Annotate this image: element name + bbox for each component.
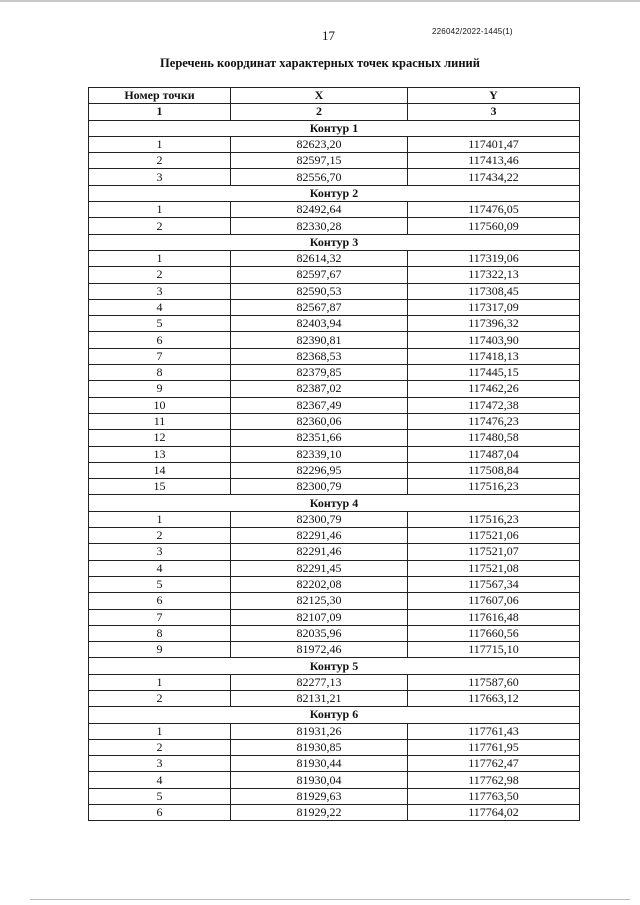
y-coordinate-cell: 117508,84 bbox=[408, 462, 580, 478]
y-coordinate-cell: 117476,05 bbox=[408, 202, 580, 218]
x-coordinate-cell: 82614,32 bbox=[231, 250, 408, 266]
table-row bbox=[89, 136, 580, 152]
y-coordinate-cell: 117567,34 bbox=[408, 576, 580, 592]
y-coordinate-cell: 117401,47 bbox=[408, 136, 580, 152]
column-number: 3 bbox=[408, 104, 580, 120]
table-row bbox=[89, 365, 580, 381]
x-coordinate-cell: 82351,66 bbox=[231, 430, 408, 446]
table-row bbox=[89, 788, 580, 804]
x-coordinate-cell: 82367,49 bbox=[231, 397, 408, 413]
table-row bbox=[89, 381, 580, 397]
contour-name: Контур 2 bbox=[89, 185, 580, 201]
x-coordinate-cell: 82360,06 bbox=[231, 413, 408, 429]
x-coordinate-cell: 82291,45 bbox=[231, 560, 408, 576]
column-number-row bbox=[89, 104, 580, 120]
y-coordinate-cell: 117607,06 bbox=[408, 593, 580, 609]
x-coordinate-cell: 82291,46 bbox=[231, 544, 408, 560]
x-coordinate-cell: 82202,08 bbox=[231, 576, 408, 592]
y-coordinate-cell: 117472,38 bbox=[408, 397, 580, 413]
contour-name: Контур 6 bbox=[89, 707, 580, 723]
contour-name: Контур 4 bbox=[89, 495, 580, 511]
coordinates-table bbox=[88, 87, 580, 821]
point-number-cell: 3 bbox=[89, 544, 231, 560]
point-number-cell: 2 bbox=[89, 528, 231, 544]
y-coordinate-cell: 117418,13 bbox=[408, 348, 580, 364]
y-coordinate-cell: 117761,43 bbox=[408, 723, 580, 739]
table-row bbox=[89, 756, 580, 772]
contour-header-row bbox=[89, 658, 580, 674]
y-coordinate-cell: 117476,23 bbox=[408, 413, 580, 429]
x-coordinate-cell: 82125,30 bbox=[231, 593, 408, 609]
point-number-cell: 1 bbox=[89, 250, 231, 266]
point-number-cell: 5 bbox=[89, 576, 231, 592]
table-row bbox=[89, 413, 580, 429]
table-row bbox=[89, 153, 580, 169]
point-number-cell: 6 bbox=[89, 593, 231, 609]
y-coordinate-cell: 117762,98 bbox=[408, 772, 580, 788]
point-number-cell: 2 bbox=[89, 739, 231, 755]
point-number-cell: 9 bbox=[89, 642, 231, 658]
y-coordinate-cell: 117413,46 bbox=[408, 153, 580, 169]
point-number-cell: 7 bbox=[89, 609, 231, 625]
table-row bbox=[89, 348, 580, 364]
contour-header-row bbox=[89, 185, 580, 201]
table-row bbox=[89, 218, 580, 234]
y-coordinate-cell: 117403,90 bbox=[408, 332, 580, 348]
y-coordinate-cell: 117319,06 bbox=[408, 250, 580, 266]
contour-header-row bbox=[89, 120, 580, 136]
y-coordinate-cell: 117663,12 bbox=[408, 690, 580, 706]
point-number-cell: 2 bbox=[89, 153, 231, 169]
header-row bbox=[89, 88, 580, 104]
point-number-cell: 10 bbox=[89, 397, 231, 413]
point-number-cell: 8 bbox=[89, 365, 231, 381]
y-coordinate-cell: 117521,07 bbox=[408, 544, 580, 560]
y-coordinate-cell: 117521,06 bbox=[408, 528, 580, 544]
table-row bbox=[89, 299, 580, 315]
column-number: 1 bbox=[89, 104, 231, 120]
contour-name: Контур 3 bbox=[89, 234, 580, 250]
point-number-cell: 4 bbox=[89, 299, 231, 315]
x-coordinate-cell: 81930,04 bbox=[231, 772, 408, 788]
x-coordinate-cell: 82556,70 bbox=[231, 169, 408, 185]
table-row bbox=[89, 332, 580, 348]
header-x: X bbox=[231, 88, 408, 104]
point-number-cell: 3 bbox=[89, 756, 231, 772]
x-coordinate-cell: 82623,20 bbox=[231, 136, 408, 152]
table-row bbox=[89, 446, 580, 462]
x-coordinate-cell: 81929,63 bbox=[231, 788, 408, 804]
point-number-cell: 14 bbox=[89, 462, 231, 478]
table-row bbox=[89, 642, 580, 658]
x-coordinate-cell: 82339,10 bbox=[231, 446, 408, 462]
table-row bbox=[89, 593, 580, 609]
y-coordinate-cell: 117434,22 bbox=[408, 169, 580, 185]
top-scan-edge bbox=[0, 0, 640, 2]
y-coordinate-cell: 117487,04 bbox=[408, 446, 580, 462]
x-coordinate-cell: 82597,67 bbox=[231, 267, 408, 283]
column-number: 2 bbox=[231, 104, 408, 120]
table-row bbox=[89, 576, 580, 592]
contour-name: Контур 1 bbox=[89, 120, 580, 136]
y-coordinate-cell: 117462,26 bbox=[408, 381, 580, 397]
y-coordinate-cell: 117616,48 bbox=[408, 609, 580, 625]
point-number-cell: 3 bbox=[89, 283, 231, 299]
table-row bbox=[89, 511, 580, 527]
point-number-cell: 5 bbox=[89, 788, 231, 804]
table-row bbox=[89, 250, 580, 266]
point-number-cell: 7 bbox=[89, 348, 231, 364]
point-number-cell: 5 bbox=[89, 316, 231, 332]
contour-header-row bbox=[89, 707, 580, 723]
table-row bbox=[89, 625, 580, 641]
table-row bbox=[89, 462, 580, 478]
x-coordinate-cell: 82107,09 bbox=[231, 609, 408, 625]
point-number-cell: 9 bbox=[89, 381, 231, 397]
x-coordinate-cell: 82387,02 bbox=[231, 381, 408, 397]
y-coordinate-cell: 117660,56 bbox=[408, 625, 580, 641]
x-coordinate-cell: 82035,96 bbox=[231, 625, 408, 641]
point-number-cell: 2 bbox=[89, 690, 231, 706]
header-point-number: Номер точки bbox=[89, 88, 231, 104]
y-coordinate-cell: 117763,50 bbox=[408, 788, 580, 804]
y-coordinate-cell: 117587,60 bbox=[408, 674, 580, 690]
x-coordinate-cell: 82277,13 bbox=[231, 674, 408, 690]
y-coordinate-cell: 117516,23 bbox=[408, 511, 580, 527]
table-row bbox=[89, 772, 580, 788]
x-coordinate-cell: 81930,44 bbox=[231, 756, 408, 772]
x-coordinate-cell: 82492,64 bbox=[231, 202, 408, 218]
point-number-cell: 1 bbox=[89, 136, 231, 152]
point-number-cell: 1 bbox=[89, 202, 231, 218]
header-y: Y bbox=[408, 88, 580, 104]
table-row bbox=[89, 479, 580, 495]
x-coordinate-cell: 82300,79 bbox=[231, 479, 408, 495]
point-number-cell: 3 bbox=[89, 169, 231, 185]
y-coordinate-cell: 117516,23 bbox=[408, 479, 580, 495]
table-row bbox=[89, 202, 580, 218]
x-coordinate-cell: 82368,53 bbox=[231, 348, 408, 364]
point-number-cell: 1 bbox=[89, 674, 231, 690]
x-coordinate-cell: 82590,53 bbox=[231, 283, 408, 299]
y-coordinate-cell: 117762,47 bbox=[408, 756, 580, 772]
point-number-cell: 13 bbox=[89, 446, 231, 462]
y-coordinate-cell: 117480,58 bbox=[408, 430, 580, 446]
y-coordinate-cell: 117560,09 bbox=[408, 218, 580, 234]
bottom-scan-edge bbox=[30, 899, 630, 900]
table-row bbox=[89, 267, 580, 283]
table-row bbox=[89, 283, 580, 299]
point-number-cell: 11 bbox=[89, 413, 231, 429]
y-coordinate-cell: 117308,45 bbox=[408, 283, 580, 299]
x-coordinate-cell: 82131,21 bbox=[231, 690, 408, 706]
table-row bbox=[89, 805, 580, 821]
table-row bbox=[89, 169, 580, 185]
x-coordinate-cell: 82597,15 bbox=[231, 153, 408, 169]
point-number-cell: 6 bbox=[89, 332, 231, 348]
y-coordinate-cell: 117521,08 bbox=[408, 560, 580, 576]
point-number-cell: 12 bbox=[89, 430, 231, 446]
table-row bbox=[89, 723, 580, 739]
y-coordinate-cell: 117761,95 bbox=[408, 739, 580, 755]
point-number-cell: 2 bbox=[89, 267, 231, 283]
x-coordinate-cell: 81931,26 bbox=[231, 723, 408, 739]
x-coordinate-cell: 82330,28 bbox=[231, 218, 408, 234]
table-row bbox=[89, 528, 580, 544]
x-coordinate-cell: 82567,87 bbox=[231, 299, 408, 315]
point-number-cell: 2 bbox=[89, 218, 231, 234]
point-number-cell: 15 bbox=[89, 479, 231, 495]
y-coordinate-cell: 117764,02 bbox=[408, 805, 580, 821]
table-row bbox=[89, 609, 580, 625]
x-coordinate-cell: 81930,85 bbox=[231, 739, 408, 755]
x-coordinate-cell: 82291,46 bbox=[231, 528, 408, 544]
y-coordinate-cell: 117317,09 bbox=[408, 299, 580, 315]
point-number-cell: 6 bbox=[89, 805, 231, 821]
page-title: Перечень координат характерных точек красных линий bbox=[160, 56, 480, 70]
x-coordinate-cell: 81929,22 bbox=[231, 805, 408, 821]
x-coordinate-cell: 82379,85 bbox=[231, 365, 408, 381]
contour-name: Контур 5 bbox=[89, 658, 580, 674]
table-row bbox=[89, 316, 580, 332]
point-number-cell: 4 bbox=[89, 560, 231, 576]
table-row bbox=[89, 674, 580, 690]
contour-header-row bbox=[89, 234, 580, 250]
point-number-cell: 1 bbox=[89, 511, 231, 527]
y-coordinate-cell: 117322,13 bbox=[408, 267, 580, 283]
table-body bbox=[89, 120, 580, 821]
point-number-cell: 4 bbox=[89, 772, 231, 788]
table-row bbox=[89, 690, 580, 706]
x-coordinate-cell: 82296,95 bbox=[231, 462, 408, 478]
point-number-cell: 8 bbox=[89, 625, 231, 641]
x-coordinate-cell: 82390,81 bbox=[231, 332, 408, 348]
y-coordinate-cell: 117396,32 bbox=[408, 316, 580, 332]
table-row bbox=[89, 544, 580, 560]
y-coordinate-cell: 117445,15 bbox=[408, 365, 580, 381]
y-coordinate-cell: 117715,10 bbox=[408, 642, 580, 658]
table-row bbox=[89, 430, 580, 446]
x-coordinate-cell: 82300,79 bbox=[231, 511, 408, 527]
page-number: 17 bbox=[322, 28, 335, 43]
x-coordinate-cell: 82403,94 bbox=[231, 316, 408, 332]
table-row bbox=[89, 397, 580, 413]
table-row bbox=[89, 739, 580, 755]
document-id: 226042/2022-1445(1) bbox=[432, 27, 513, 36]
table-row bbox=[89, 560, 580, 576]
contour-header-row bbox=[89, 495, 580, 511]
x-coordinate-cell: 81972,46 bbox=[231, 642, 408, 658]
point-number-cell: 1 bbox=[89, 723, 231, 739]
